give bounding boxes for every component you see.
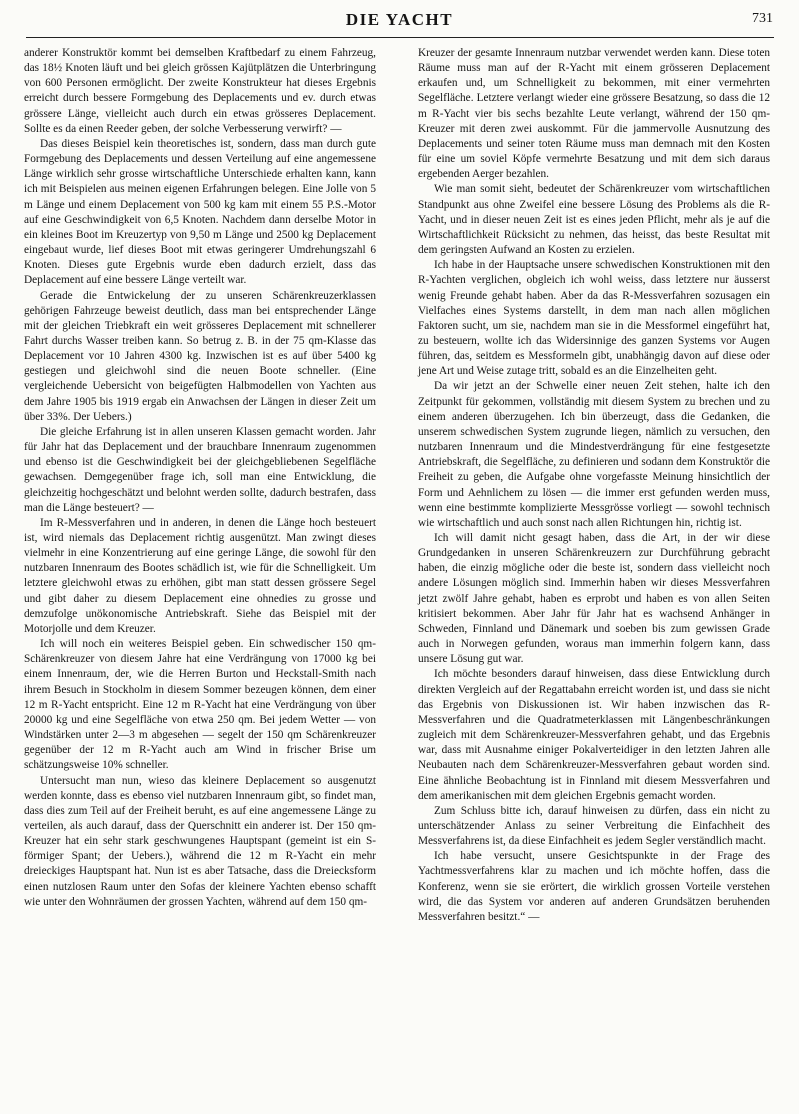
- paragraph: Ich will noch ein weiteres Beispiel geben. Ein schwedischer 150 qm-Schärenkreuzer von diesem Jahre hat eine Verdrängung von 17000 kg bei einem Innenraum, der, wie die Herren Burton und Heckstall-Smith nach ihrem Besuch in Stockholm in diesem Sommer bezeugen können, dem einer 12 m R-Yacht entspricht. Eine 12 m R-Yacht hat eine Verdrängung von über 20000 kg und eine Segelfläche von etwa 250 qm. Bei jedem Wetter — von Windstärken unter 2—3 m abgesehen — segelt der 150 qm Schärenkreuzer gegenüber der 12 m R-Yacht auch am Wind in frischer Brise um schätzungsweise 10% schneller.: [24, 638, 376, 772]
- paragraph: Kreuzer der gesamte Innenraum nutzbar verwendet werden kann. Diese toten Räume muss man auf der R-Yacht mit einem grösseren Deplacement erkaufen und, um Schnelligkeit zu bekommen, mit einer vermehrten Segelfläche. Letztere verlangt wieder eine grössere Besatzung, so dass die 12 m R-Yacht vier bis sechs bezahlte Leute verlangt, während der 150 qm-Kreuzer mit deren zwei auskommt. Für die jammervolle Ausnutzung des Deplacements und seiner toten Räume muss man demnach mit den Kosten für eine um soviel Köpfe vermehrte Besatzung und mit dem sich daraus ergebenden Aerger bezahlen.: [418, 47, 770, 181]
- paragraph: Gerade die Entwickelung der zu unseren Schärenkreuzerklassen gehörigen Fahrzeuge beweist deutlich, dass man bei entsprechender Länge mit der gleichen Triebkraft ein weit grösseres Deplacement mit schnellerer Fahrt durchs Wasser treiben kann. So betrug z. B. in der 75 qm-Klasse das Deplacement vor 10 Jahren 4300 kg. Inzwischen ist es auf über 5400 kg gestiegen und gleichwohl sind die neuen Boote schneller. (Eine vergleichende Uebersicht von beigefügten Halbmodellen von Yachten aus dem Jahre 1905 bis 1919 ergab ein Anwachsen der Längen in dieser Zeit um über 33%. Der Uebers.): [24, 289, 376, 423]
- paragraph: Zum Schluss bitte ich, darauf hinweisen zu dürfen, dass ein nicht zu unterschätzender Anlass zu seiner Verbreitung die Einfachheit des Messverfahrens ist, da diese Einfachheit es jedem Segler verständlich macht.: [418, 804, 770, 848]
- left-text-column: [24, 46, 376, 910]
- header-rule: [26, 37, 774, 38]
- paragraph: Ich will damit nicht gesagt haben, dass die Art, in der wir diese Grundgedanken in unseren Schärenkreuzern zur Durchführung gebracht haben, die einzig mögliche oder die beste ist, sondern dass vielleicht noch andere Lösungen möglich sind. Immerhin haben wir dieses Messverfahren jetzt zwölf Jahre gehabt, haben es erprobt und haben es von allen Seiten kritisiert bekommen. Aber Jahr für Jahr hat es wachsend Anhänger in Schweden, Finnland und Dänemark und soeben bis zum gewissen Grade auch in Norwegen gefunden, woraus man immerhin folgern kann, dass unsere Lösung gut war.: [418, 532, 770, 666]
- page-number: 731: [752, 11, 773, 26]
- paragraph: Das dieses Beispiel kein theoretisches ist, sondern, dass man durch gute Formgebung des Deplacements und dessen Verteilung auf eine angemessene Länge wirklich sehr grosse wirtschaftliche Unterschiede erhalten kann, kann ich mit Beispielen aus meinen eigenen Erfahrungen belegen. Eine Jolle von 5 m Länge und einem Deplacement von 500 kg kam mit einem 55 P.S.-Motor auf eine Geschwindigkeit von 6,5 Knoten. Nachdem dann derselbe Motor in ein kleines Boot im Kreuzertyp von 9,50 m Länge und 2500 kg Deplacement eingebaut wurde, lief dieses Boot mit etwas geringerer Umdrehungszahl 6 Knoten. Dieses gute Ergebnis wurde eben dadurch erzielt, dass das Deplacement auf eine bessere Länge verteilt war.: [24, 137, 376, 287]
- right-text-column: [418, 46, 770, 925]
- paragraph: Untersucht man nun, wieso das kleinere Deplacement so ausgenutzt werden konnte, dass es ebenso viel nutzbaren Innenraum gibt, so findet man, dass dies zum Teil auf der Freiheit beruht, es auf eine angemessene Länge zu verteilen, als auch darauf, dass der Querschnitt ein anderer ist. Der 150 qm-Kreuzer hat ein sehr stark geschwungenes Hauptspant (gemeint ist ein S-förmiger Spant; der Uebers.), während die 12 m R-Yacht ein mehr dreieckiges Hauptspant hat. Nun ist es aber Tatsache, dass die Dreiecksform einen nutzlosen Raum unter den Sofas der kleinere Yachten ebenso schafft wie unter den Wohnräumen der grossen Yachten, während auf dem 150 qm-: [24, 774, 376, 908]
- paragraph: Ich möchte besonders darauf hinweisen, dass diese Entwicklung durch direkten Vergleich auf der Regattabahn erreicht worden ist, und dass sie nicht das Ergebnis von Diskussionen ist. Wir haben inzwischen das R-Messverfahren und die Quadratmeterklassen mit Längenbeschränkungen zugleich mit dem Schärenkreuzer-Messverfahren gehabt, und das Ergebnis war, dass mit Ausnahme einiger Pokalverteidiger in den letzten Jahren alle Neubauten nach dem Schärenkreuzer-Messverfahren gebaut worden sind. Eine ähnliche Beobachtung ist in Finnland mit diesem Messverfahren und dem amerikanischen mit dem gleichen Ergebnis gemacht worden.: [418, 668, 770, 802]
- paragraph: Die gleiche Erfahrung ist in allen unseren Klassen gemacht worden. Jahr für Jahr hat das Deplacement und der brauchbare Innenraum zugenommen und ebenso ist die Geschwindigkeit bei der gleichgebliebenen Segelfläche gewachsen. Demgegenüber frage ich, soll man eine Entwicklung, die gleichzeitig hochgeschätzt und belohnt werden sollte, dadurch bestrafen, dass man die Länge besteuert? —: [24, 425, 376, 514]
- running-header-title: DIE YACHT: [345, 10, 454, 29]
- paragraph: Da wir jetzt an der Schwelle einer neuen Zeit stehen, halte ich den Zeitpunkt für gekommen, vollständig mit diesem System zu brechen und zu einem anderen überzugehen. Ich bin überzeugt, dass die Gedanken, die unserem schwedischen System zugrunde liegen, nämlich zu versuchen, den nutzbaren Innenraum und die Mindestverdrängung für eine festgesetzte Antriebskraft, die Segelfläche, zu definieren und sodann dem Konstruktör die Freiheit zu geben, die Aufgabe ohne vorgefasste Meinung hinsichtlich der Form und Aehnlichem zu lösen — die immer erst gefunden werden muss, wenn eine bestimmte komplizierte Messgrösse vorliegt — sowohl technisch wie wirtschaftlich und auch sonst nach allen Richtungen hin, richtig ist.: [418, 380, 770, 529]
- paragraph: Im R-Messverfahren und in anderen, in denen die Länge hoch besteuert ist, wird niemals das Deplacement richtig ausgenützt. Man zwingt dieses vielmehr in eine Konzentrierung auf eine geringe Länge, die sowohl für den nutzbaren Innenraum des Bootes schädlich ist, wie für die Schnelligkeit. Um letztere gleichwohl etwas zu erhöhen, gibt man statt dessen grössere Segel und gibt daher zu diesem Deplacement eine ohnedies zu grosse und demzufolge unökonomische Antriebskraft. Siehe das Beispiel mit der Motorjolle und dem Kreuzer.: [24, 516, 376, 635]
- paragraph: Ich habe in der Hauptsache unsere schwedischen Konstruktionen mit den R-Yachten verglichen, obgleich ich wohl weiss, dass letztere nur äusserst wenig Freunde gehabt haben. Aber da das R-Messverfahren sozusagen ein Vielfaches eines Systems darstellt, in dem man nach allen möglichen Faktoren sucht, um sie, nachdem man sie in die Messformel eingeführt hat, zu besteuern, wollte ich das Widersinnige des ganzen Systems vor Augen führen, das, seitdem es Messformeln gibt, unabhängig davon auf diese oder jene Art und Weise zutage tritt, sobald es an die Einzelheiten geht.: [418, 259, 770, 378]
- paragraph: Wie man somit sieht, bedeutet der Schärenkreuzer vom wirtschaftlichen Standpunkt aus ohne Zweifel eine bessere Lösung des Problems als die R-Yacht, und in dieser neuen Zeit ist es eines jeden Pflicht, mehr als je auf die Wirtschaftlichkeit Rücksicht zu nehmen, das heisst, das beste Resultat mit dem geringsten Aufwand an Kosten zu erzielen.: [418, 183, 770, 257]
- paragraph: anderer Konstruktör kommt bei demselben Kraftbedarf zu einem Fahrzeug, das 18½ Knoten läuft und bei gleich grössen Kajütplätzen die Unterbringung von 600 Personen ermöglicht. Der zweite Konstrukteur hat dieses Ergebnis erreicht durch bessere Formgebung des Deplacements und ev. durch etwas grössere Länge, vielleicht auch durch ein etwas grösseres Deplacement. Sollte es da einen Reeder geben, der solche Verbesserung verwirft? —: [24, 47, 376, 135]
- paragraph: Ich habe versucht, unsere Gesichtspunkte in der Frage des Yachtmessverfahrens klar zu machen und ich möchte hoffen, dass die Konferenz, wenn sie sie erörtert, die wirklich grossen Vorteile verstehen wird, die das System vor anderen auf anderen Grundsätzen beruhenden Messverfahren besitzt.“ —: [418, 850, 770, 923]
